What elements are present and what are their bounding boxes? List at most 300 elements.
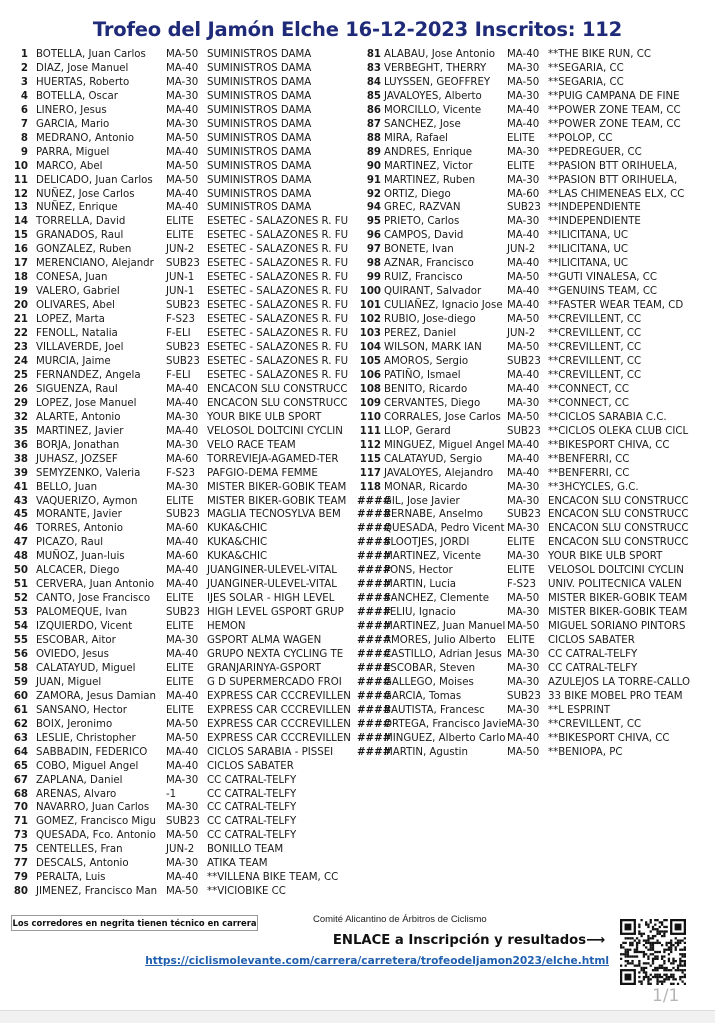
bib-number: 14 xyxy=(13,216,28,228)
bib-number: #### xyxy=(357,593,392,605)
team-name: MISTER BIKER-GOBIK TEAM xyxy=(548,593,688,605)
category: MA-50 xyxy=(166,886,199,898)
bold-note-box: Los corredores en negrita tienen técnico en carrera xyxy=(11,915,258,931)
rider-name: MARTINEZ, Vicente xyxy=(384,551,481,563)
team-name: MISTER BIKER-GOBIK TEAM xyxy=(548,607,688,619)
bib-number: 62 xyxy=(13,718,28,730)
category: MA-30 xyxy=(507,648,540,660)
rider-name: CALATAYUD, Miguel xyxy=(36,662,136,674)
bib-number: 8 xyxy=(20,132,28,144)
bib-number: 87 xyxy=(366,118,381,130)
team-name: **INDEPENDIENTE xyxy=(548,202,641,214)
team-name: VELOSOL DOLTCINI CYCLIN xyxy=(548,565,684,577)
rider-name: CERVERA, Juan Antonio xyxy=(36,579,155,591)
team-name: **LAS CHIMENEAS ELX, CC xyxy=(548,188,685,200)
bib-number: #### xyxy=(357,648,392,660)
team-name: CC CATRAL-TELFY xyxy=(207,802,297,814)
team-name: **CREVILLENT, CC xyxy=(548,328,642,340)
bib-number: 92 xyxy=(366,188,381,200)
category: SUB23 xyxy=(166,816,200,828)
rider-name: PRIETO, Carlos xyxy=(384,216,460,228)
category: MA-30 xyxy=(166,858,199,870)
rider-name: TORRELLA, David xyxy=(36,216,126,228)
rider-name: FERNANDEZ, Angela xyxy=(36,369,141,381)
bib-number: 60 xyxy=(13,690,28,702)
rider-name: PATIÑO, Ismael xyxy=(384,369,461,381)
bib-number: 105 xyxy=(359,355,381,367)
rider-name: MUÑOZ, Juan-luis xyxy=(36,551,125,563)
bib-number: #### xyxy=(357,509,392,521)
category: MA-30 xyxy=(166,774,199,786)
bib-number: 48 xyxy=(13,551,28,563)
rider-name: LOPEZ, Marta xyxy=(36,314,105,326)
category: F-S23 xyxy=(166,467,195,479)
bib-number: 53 xyxy=(13,607,28,619)
category: MA-50 xyxy=(507,272,540,284)
team-name: ESETEC - SALAZONES R. FU xyxy=(207,355,349,367)
rider-name: SANCHEZ, Clemente xyxy=(384,593,490,605)
category: F-S23 xyxy=(507,579,536,591)
rider-name: CALATAYUD, Sergio xyxy=(384,453,483,465)
rider-name: SANSANO, Hector xyxy=(36,704,127,716)
category: MA-50 xyxy=(166,160,199,172)
bib-number: 12 xyxy=(13,188,28,200)
bib-number: 94 xyxy=(366,202,381,214)
bib-number: 10 xyxy=(13,160,28,172)
team-name: **PASION BTT ORIHUELA, xyxy=(548,174,678,186)
category: MA-50 xyxy=(507,411,540,423)
team-name: EXPRESS CAR CCCREVILLEN xyxy=(207,690,351,702)
rider-name: RUBIO, Jose-diego xyxy=(384,314,476,326)
bib-number: 39 xyxy=(13,467,28,479)
team-name: **BENIOPA, PC xyxy=(548,746,623,758)
team-name: **CREVILLENT, CC xyxy=(548,355,642,367)
rider-name: ALCACER, Diego xyxy=(36,565,120,577)
category: MA-40 xyxy=(166,146,199,158)
category: MA-40 xyxy=(507,467,540,479)
bib-number: 111 xyxy=(359,425,381,437)
team-name: **VILLENA BIKE TEAM, CC xyxy=(207,872,339,884)
category: ELITE xyxy=(166,621,194,633)
team-name: SUMINISTROS DAMA xyxy=(207,90,312,102)
bib-number: 38 xyxy=(13,453,28,465)
team-name: ESETEC - SALAZONES R. FU xyxy=(207,300,349,312)
bib-number: #### xyxy=(357,565,392,577)
category: F-ELI xyxy=(166,328,191,340)
rider-name: MARTINEZ, Juan Manuel xyxy=(384,621,506,633)
team-name: SUMINISTROS DAMA xyxy=(207,188,312,200)
rider-name: CULIAÑEZ, Ignacio Jose xyxy=(384,300,503,312)
team-name: **POLOP, CC xyxy=(548,132,613,144)
bib-number: 86 xyxy=(366,104,381,116)
team-name: **PASION BTT ORIHUELA, xyxy=(548,160,678,172)
bib-number: 71 xyxy=(13,816,28,828)
team-name: GSPORT ALMA WAGEN xyxy=(207,635,322,647)
bib-number: 24 xyxy=(13,355,28,367)
team-name: HEMON xyxy=(207,621,246,633)
team-name: **BENFERRI, CC xyxy=(548,467,630,479)
rider-name: VAQUERIZO, Aymon xyxy=(36,495,138,507)
rider-name: GIL, Jose Javier xyxy=(384,495,460,507)
team-name: BONILLO TEAM xyxy=(207,844,284,856)
category: ELITE xyxy=(166,216,194,228)
bib-number: 68 xyxy=(13,788,28,800)
team-name: **POWER ZONE TEAM, CC xyxy=(548,118,681,130)
team-name: ESETEC - SALAZONES R. FU xyxy=(207,342,349,354)
bib-number: #### xyxy=(357,635,392,647)
rider-name: NAVARRO, Juan Carlos xyxy=(36,802,150,814)
bib-number: 51 xyxy=(13,579,28,591)
bib-number: 67 xyxy=(13,774,28,786)
category: MA-60 xyxy=(507,188,540,200)
team-name: IJES SOLAR - HIGH LEVEL xyxy=(207,593,335,605)
team-name: ENCACON SLU CONSTRUCC xyxy=(548,537,689,549)
team-name: **FASTER WEAR TEAM, CD xyxy=(548,300,684,312)
team-name: G D SUPERMERCADO FROI xyxy=(207,676,342,688)
rider-name: IZQUIERDO, Vicent xyxy=(36,621,133,633)
rider-name: NUÑEZ, Enrique xyxy=(36,202,118,214)
rider-name: MURCIA, Jaime xyxy=(36,355,111,367)
bib-number: 15 xyxy=(13,230,28,242)
category: MA-30 xyxy=(166,439,199,451)
rider-name: BAUTISTA, Francesc xyxy=(384,704,485,716)
bib-number: 35 xyxy=(13,425,28,437)
bib-number: 65 xyxy=(13,760,28,772)
team-name: **PUIG CAMPANA DE FINE xyxy=(548,90,680,102)
rider-name: OVIEDO, Jesus xyxy=(36,648,109,660)
team-name: CC CATRAL-TELFY xyxy=(548,662,638,674)
rider-name: DESCALS, Antonio xyxy=(36,858,129,870)
team-name: **CREVILLENT, CC xyxy=(548,314,642,326)
bib-number: 46 xyxy=(13,523,28,535)
category: MA-40 xyxy=(166,746,199,758)
rider-name: VERBEGHT, THERRY xyxy=(384,62,487,74)
rider-name: VILLAVERDE, Joel xyxy=(36,342,124,354)
team-name: **POWER ZONE TEAM, CC xyxy=(548,104,681,116)
team-name: **GENUINS TEAM, CC xyxy=(548,286,658,298)
bib-number: 85 xyxy=(366,90,381,102)
team-name: ESETEC - SALAZONES R. FU xyxy=(207,314,349,326)
category: ELITE xyxy=(166,662,194,674)
category: MA-40 xyxy=(166,760,199,772)
category: SUB23 xyxy=(507,509,541,521)
rider-name: ORTIZ, Diego xyxy=(384,188,451,200)
rider-name: MARTIN, Lucia xyxy=(384,579,457,591)
category: MA-30 xyxy=(507,62,540,74)
bib-number: 13 xyxy=(13,202,28,214)
team-name: ENCACON SLU CONSTRUCC xyxy=(548,509,689,521)
category: MA-30 xyxy=(166,802,199,814)
bib-number: 117 xyxy=(359,467,381,479)
team-name: **CREVILLENT, CC xyxy=(548,718,642,730)
rider-name: MARTINEZ, Javier xyxy=(36,425,124,437)
rider-name: ANDRES, Enrique xyxy=(384,146,472,158)
rider-name: SLOOTJES, JORDI xyxy=(384,537,470,549)
category: ELITE xyxy=(166,593,194,605)
rider-name: MARTINEZ, Victor xyxy=(384,160,473,172)
category: MA-30 xyxy=(166,76,199,88)
bib-number: 63 xyxy=(13,732,28,744)
rider-name: MONAR, Ricardo xyxy=(384,481,468,493)
rider-name: CASTILLO, Adrian Jesus xyxy=(384,648,502,660)
team-name: ENCACON SLU CONSTRUCC xyxy=(207,383,348,395)
rider-name: ZAPLANA, Daniel xyxy=(36,774,123,786)
team-name: ESETEC - SALAZONES R. FU xyxy=(207,286,349,298)
category: MA-30 xyxy=(507,704,540,716)
bib-number: 21 xyxy=(13,314,28,326)
team-name: EXPRESS CAR CCCREVILLEN xyxy=(207,718,351,730)
rider-name: JAVALOYES, Alberto xyxy=(384,90,482,102)
bib-number: #### xyxy=(357,746,392,758)
rider-name: MINGUEZ, Miguel Angel xyxy=(384,439,505,451)
team-name: **BIKESPORT CHIVA, CC xyxy=(548,732,670,744)
team-name: SUMINISTROS DAMA xyxy=(207,104,312,116)
team-name: **VICIOBIKE CC xyxy=(207,886,286,898)
category: MA-30 xyxy=(507,607,540,619)
team-name: YOUR BIKE ULB SPORT xyxy=(548,551,663,563)
bib-number: #### xyxy=(357,523,392,535)
bib-number: 112 xyxy=(359,439,381,451)
team-name: **BENFERRI, CC xyxy=(548,453,630,465)
category: MA-50 xyxy=(166,718,199,730)
bib-number: #### xyxy=(357,662,392,674)
team-name: CC CATRAL-TELFY xyxy=(207,774,297,786)
category: JUN-2 xyxy=(166,244,195,256)
rider-name: GARCIA, Mario xyxy=(36,118,110,130)
bib-number: #### xyxy=(357,732,392,744)
category: MA-40 xyxy=(166,872,199,884)
team-name: SUMINISTROS DAMA xyxy=(207,202,312,214)
bib-number: 18 xyxy=(13,272,28,284)
category: ELITE xyxy=(166,704,194,716)
rider-name: QUIRANT, Salvador xyxy=(384,286,482,298)
team-name: JUANGINER-ULEVEL-VITAL xyxy=(207,579,337,591)
bib-number: 89 xyxy=(366,146,381,158)
bib-number: 29 xyxy=(13,397,28,409)
rider-name: JIMENEZ, Francisco Man xyxy=(36,886,158,898)
team-name: **CREVILLENT, CC xyxy=(548,342,642,354)
category: MA-30 xyxy=(507,495,540,507)
rider-name: QUESADA, Fco. Antonio xyxy=(36,830,156,842)
category: MA-60 xyxy=(166,453,199,465)
bib-number: 22 xyxy=(13,328,28,340)
rider-name: CORRALES, Jose Carlos xyxy=(384,411,501,423)
team-name: UNIV. POLITECNICA VALEN xyxy=(548,579,682,591)
category: MA-30 xyxy=(507,174,540,186)
team-name: HIGH LEVEL GSPORT GRUP xyxy=(207,607,344,619)
bib-number: 91 xyxy=(366,174,381,186)
team-name: ESETEC - SALAZONES R. FU xyxy=(207,272,349,284)
bib-number: 47 xyxy=(13,537,28,549)
bib-number: 104 xyxy=(359,342,381,354)
category: MA-40 xyxy=(507,230,540,242)
rider-name: COBO, Miguel Angel xyxy=(36,760,139,772)
team-name: KUKA&CHIC xyxy=(207,537,268,549)
team-name: **L ESPRINT xyxy=(548,704,611,716)
category: MA-30 xyxy=(507,718,540,730)
bib-number: 88 xyxy=(366,132,381,144)
category: ELITE xyxy=(166,676,194,688)
bib-number: 97 xyxy=(366,244,381,256)
team-name: **CONNECT, CC xyxy=(548,383,630,395)
bib-number: 99 xyxy=(366,272,381,284)
bib-number: #### xyxy=(357,704,392,716)
rider-name: MEDRANO, Antonio xyxy=(36,132,134,144)
bib-number: 90 xyxy=(366,160,381,172)
bib-number: 103 xyxy=(359,328,381,340)
category: MA-50 xyxy=(507,76,540,88)
category: ELITE xyxy=(507,132,535,144)
category: SUB23 xyxy=(166,607,200,619)
category: MA-40 xyxy=(166,690,199,702)
rider-name: ARENAS, Alvaro xyxy=(36,788,117,800)
rider-name: QUESADA, Pedro Vicent xyxy=(384,523,505,535)
category: MA-50 xyxy=(166,132,199,144)
category: ELITE xyxy=(166,495,194,507)
rider-name: GALLEGO, Moises xyxy=(384,676,474,688)
team-name: CC CATRAL-TELFY xyxy=(207,816,297,828)
category: MA-50 xyxy=(166,830,199,842)
category: -1 xyxy=(166,788,177,800)
category: MA-40 xyxy=(507,369,540,381)
rider-name: LESLIE, Christopher xyxy=(36,732,136,744)
team-name: YOUR BIKE ULB SPORT xyxy=(207,411,322,423)
rider-name: AZNAR, Francisco xyxy=(384,258,474,270)
team-name: **PEDREGUER, CC xyxy=(548,146,642,158)
category: MA-30 xyxy=(507,146,540,158)
rider-name: DIAZ, Jose Manuel xyxy=(36,62,129,74)
bib-number: 81 xyxy=(366,49,381,60)
category: MA-30 xyxy=(166,118,199,130)
qr-code-icon[interactable] xyxy=(620,915,686,989)
rider-name: FELIU, Ignacio xyxy=(384,607,456,619)
rider-name: JAVALOYES, Alejandro xyxy=(384,467,494,479)
bib-number: 25 xyxy=(13,369,28,381)
category: MA-40 xyxy=(166,648,199,660)
category: MA-40 xyxy=(507,453,540,465)
team-name: SUMINISTROS DAMA xyxy=(207,160,312,172)
category: MA-50 xyxy=(507,746,540,758)
bib-number: 101 xyxy=(359,300,381,312)
bib-number: 64 xyxy=(13,746,28,758)
rider-name: SIGUENZA, Raul xyxy=(36,383,118,395)
rider-name: ORTEGA, Francisco Javie xyxy=(384,718,508,730)
bib-number: 84 xyxy=(366,76,381,88)
rider-name: GREC, RAZVAN xyxy=(384,202,461,214)
bib-number: 106 xyxy=(359,369,381,381)
rider-name: PERALTA, Luis xyxy=(36,872,106,884)
rider-name: MARTINEZ, Ruben xyxy=(384,174,476,186)
category: JUN-2 xyxy=(166,844,195,856)
page-indicator: 1/1 xyxy=(652,986,680,1006)
category: JUN-2 xyxy=(507,244,536,256)
team-name: ESETEC - SALAZONES R. FU xyxy=(207,328,349,340)
team-name: **3HCYCLES, G.C. xyxy=(548,481,639,493)
team-name: TORREVIEJA-AGAMED-TER xyxy=(207,453,339,465)
rider-name: PALOMEQUE, Ivan xyxy=(36,607,128,619)
bib-number: 58 xyxy=(13,662,28,674)
category: ELITE xyxy=(166,230,194,242)
team-name: VELOSOL DOLTCINI CYCLIN xyxy=(207,425,343,437)
category: SUB23 xyxy=(166,509,200,521)
category: MA-40 xyxy=(507,118,540,130)
link-label: ENLACE a Inscripción y resultados⟶ xyxy=(332,933,605,948)
rider-name: AMOROS, Sergio xyxy=(384,355,469,367)
team-name: MISTER BIKER-GOBIK TEAM xyxy=(207,495,347,507)
rider-name: MARTIN, Agustin xyxy=(384,746,468,758)
bib-number: 3 xyxy=(20,76,28,88)
bib-number: 36 xyxy=(13,439,28,451)
bib-number: 96 xyxy=(366,230,381,242)
team-name: EXPRESS CAR CCCREVILLEN xyxy=(207,704,351,716)
team-name: GRUPO NEXTA CYCLING TE xyxy=(207,648,344,660)
team-name: **ILICITANA, UC xyxy=(548,230,629,242)
bib-number: #### xyxy=(357,690,392,702)
bib-number: 109 xyxy=(359,397,381,409)
rider-name: BORJA, Jonathan xyxy=(36,439,120,451)
team-name: SUMINISTROS DAMA xyxy=(207,118,312,130)
team-name: ENCACON SLU CONSTRUCC xyxy=(548,523,689,535)
category: MA-50 xyxy=(507,314,540,326)
rider-name: GRANADOS, Raul xyxy=(36,230,124,242)
team-name: **THE BIKE RUN, CC xyxy=(548,49,651,60)
bib-number: 23 xyxy=(13,342,28,354)
bib-number: 115 xyxy=(359,453,381,465)
bib-number: 118 xyxy=(359,481,381,493)
team-name: **CICLOS SARABIA C.C. xyxy=(548,411,667,423)
rider-name: HUERTAS, Roberto xyxy=(36,76,130,88)
team-name: **INDEPENDIENTE xyxy=(548,216,641,228)
category: MA-60 xyxy=(166,551,199,563)
bib-number: 70 xyxy=(13,802,28,814)
bib-number: 95 xyxy=(366,216,381,228)
team-name: **CICLOS OLEKA CLUB CICL xyxy=(548,425,689,437)
rider-name: NUÑEZ, Jose Carlos xyxy=(36,188,135,200)
bib-number: 50 xyxy=(13,565,28,577)
category: SUB23 xyxy=(507,202,541,214)
team-name: CC CATRAL-TELFY xyxy=(548,648,638,660)
bib-number: 17 xyxy=(13,258,28,270)
bib-number: 19 xyxy=(13,286,28,298)
results-link[interactable]: https://ciclismolevante.com/carrera/carretera/trofeodeljamon2023/elche.html xyxy=(145,955,609,967)
team-name: **ILICITANA, UC xyxy=(548,258,629,270)
rider-name: ALARTE, Antonio xyxy=(36,411,121,423)
team-name: MIGUEL SORIANO PINTORS xyxy=(548,621,686,633)
category: ELITE xyxy=(507,160,535,172)
category: MA-40 xyxy=(166,579,199,591)
category: MA-40 xyxy=(166,565,199,577)
bib-number: 55 xyxy=(13,635,28,647)
rider-name: PONS, Hector xyxy=(384,565,453,577)
bib-number: 59 xyxy=(13,676,28,688)
category: MA-40 xyxy=(507,732,540,744)
category: SUB23 xyxy=(507,690,541,702)
category: MA-40 xyxy=(507,439,540,451)
rider-name: ALABAU, Jose Antonio xyxy=(384,49,495,60)
category: MA-50 xyxy=(166,732,199,744)
category: MA-40 xyxy=(507,49,540,60)
category: MA-40 xyxy=(507,104,540,116)
rider-name: CAMPOS, David xyxy=(384,230,464,242)
rider-name: DELICADO, Juan Carlos xyxy=(36,174,153,186)
committee-name: Comité Alicantino de Árbitros de Ciclismo xyxy=(313,914,487,925)
rider-name: JUHASZ, JOZSEF xyxy=(36,453,118,465)
team-name: SUMINISTROS DAMA xyxy=(207,49,312,60)
team-name: **BIKESPORT CHIVA, CC xyxy=(548,439,670,451)
category: MA-40 xyxy=(166,188,199,200)
bib-number: #### xyxy=(357,537,392,549)
category: MA-30 xyxy=(166,411,199,423)
